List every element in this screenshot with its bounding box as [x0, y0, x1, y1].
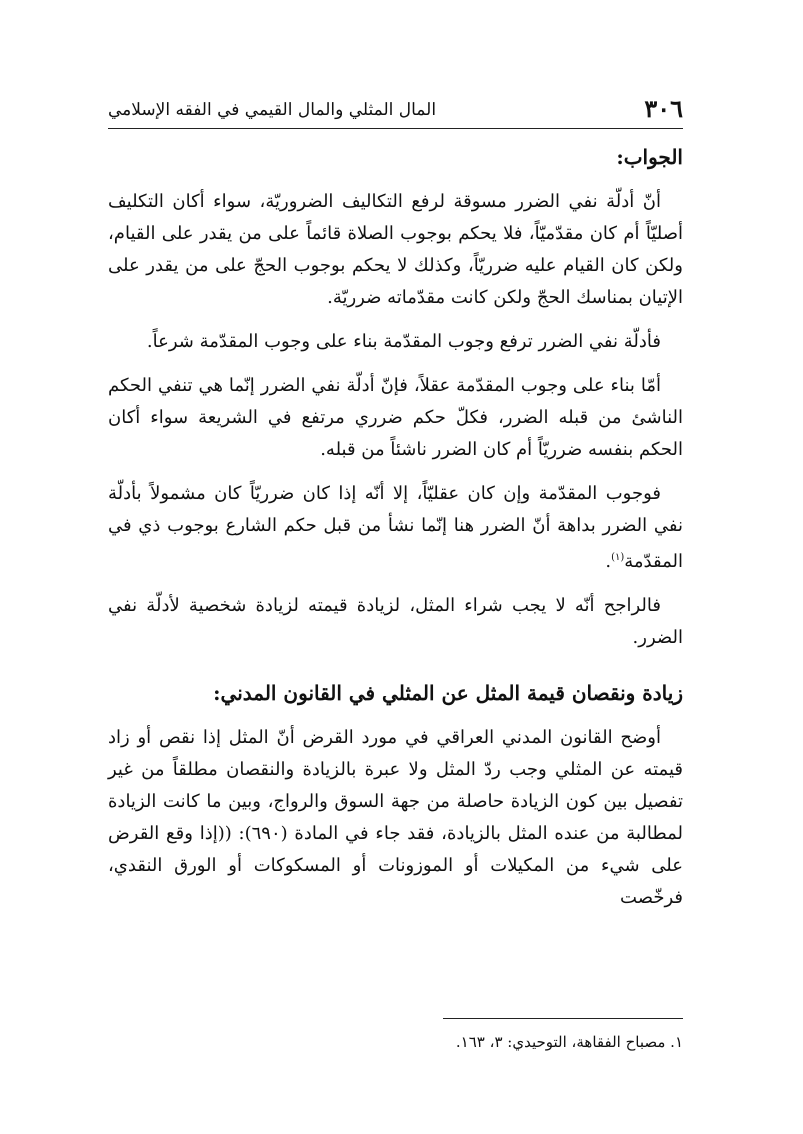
- civil-law-heading: زيادة ونقصان قيمة المثل عن المثلي في القانون المدني:: [213, 681, 683, 705]
- footnote: ١. مصباح الفقاهة، التوحيدي: ٣، ١٦٣.: [455, 1033, 683, 1051]
- paragraph: أنّ أدلّة نفي الضرر مسوقة لرفع التكاليف الضروريّة، سواء أكان التكليف أصليّاً أم كان مقدّميّاً، فلا يحكم بوجوب الصلاة قائماً على من يقدر على القيام، ولكن كان القيام عليه ضرريّاً، وكذلك لا يحكم بوجوب الحجّ على من يقدر على الإتيان بمناسك الحجّ ولكن كانت مقدّماته ضرريّة.: [108, 191, 683, 308]
- paragraph-text: فوجوب المقدّمة وإن كان عقليّاً، إلا أنّه إذا كان ضرريّاً كان مشمولاً بأدلّة نفي الضرر بداهة أنّ الضرر هنا إنّما نشأ من قبل حكم الشارع بوجوب ذي في المقدّمة: [108, 483, 683, 572]
- footnote-marker[interactable]: (١): [611, 552, 625, 563]
- running-title: المال المثلي والمال القيمي في الفقه الإسلامي: [108, 100, 437, 120]
- paragraph-end: .: [605, 551, 612, 572]
- page-header: [108, 92, 683, 129]
- page-body: [108, 140, 683, 926]
- paragraph: أمّا بناء على وجوب المقدّمة عقلاً، فإنّ أدلّة نفي الضرر إنّما هي تنفي الحكم الناشئ من قبله الضرر، فكلّ حكم ضرري مرتفع في الشريعة سواء أكان الحكم بنفسه ضرريّاً أم كان الضرر ناشئاً من قبله.: [108, 375, 683, 460]
- paragraph-with-footnote: [108, 478, 683, 578]
- footnote-divider: [443, 1018, 683, 1019]
- answer-heading: الجواب:: [616, 145, 683, 169]
- paragraph-conclusion: فالراجح أنّه لا يجب شراء المثل، لزيادة قيمته لزيادة شخصية لأدلّة نفي الضرر.: [108, 595, 683, 648]
- paragraph: فأدلّة نفي الضرر ترفع وجوب المقدّمة بناء على وجوب المقدّمة شرعاً.: [146, 331, 661, 352]
- page-number: ٣٠٦: [644, 94, 683, 123]
- paragraph-civil-law: أوضح القانون المدني العراقي في مورد القرض أنّ المثل إذا نقص أو زاد قيمته عن المثلي وجب ردّ المثل ولا عبرة بالزيادة والنقصان مطلقاً من غير تفصيل بين كون الزيادة حاصلة من جهة السوق والرواج، وبين ما كانت الزيادة لمطالبة من عنده المثل بالزيادة، فقد جاء في المادة (٦٩٠): ((إذا وقع القرض على شيء من المكيلات أو الموزونات أو المسكوكات أو الورق النقدي، فرخّصت: [108, 727, 683, 908]
